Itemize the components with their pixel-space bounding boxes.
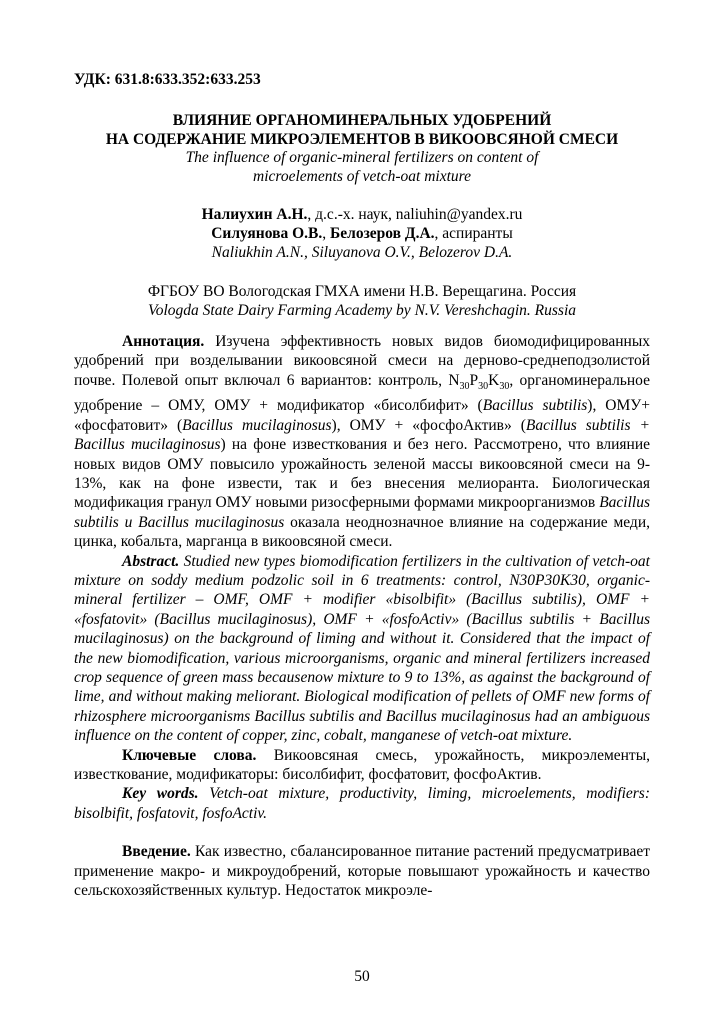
title-line-1: ВЛИЯНИЕ ОРГАНОМИНЕРАЛЬНЫХ УДОБРЕНИЙ xyxy=(172,112,552,129)
npk-p: P xyxy=(469,371,479,389)
affiliation-en: Vologda State Dairy Farming Academy by N.V. Vereshchagin. Russia xyxy=(147,302,577,319)
title-en-line-2: microelements of vetch-oat mixture xyxy=(253,168,471,185)
title-line-2: НА СОДЕРЖАНИЕ МИКРОЭЛЕМЕНТОВ В ВИКООВСЯНОЙ СМЕСИ xyxy=(105,131,619,148)
introduction-label: Введение. xyxy=(122,843,191,861)
npk-n: N xyxy=(448,371,460,389)
article-title xyxy=(74,111,650,149)
authors-block xyxy=(74,205,650,262)
abstract-text: Studied new types biomodification fertilizers in the cultivation of vetch-oat mixture on soddy medium podzolic soil in 6 treatments: control, N30P30K30, organic-mineral fertilizer – OMF, OMF + modifier «bisolbifit» (Bacillus subtilis), OMF + «fosfatovit» (Bacillus mucilaginosus), OMF + «fosfoActiv» (Bacillus subtilis + Bacillus mucilaginosus) on the background of liming and without it. Considered that the impact of the new biomodification, various microorganisms, organic and mineral fertilizers increased crop sequence of green mass becausenow mixture to 9 to 13%, as against the background of lime, and without making meliorant. Biological modification of pellets of OMF new forms of rhizosphere microorganisms Bacillus subtilis and Bacillus mucilaginosus had an ambiguous influence on the content of copper, zinc, cobalt, manganese of vetch-oat mixture. xyxy=(74,552,650,745)
authors-line-1 xyxy=(74,205,650,224)
introduction-paragraph xyxy=(74,842,650,900)
author-2-name: Силуянова О.В. xyxy=(211,225,323,242)
annotation-label: Аннотация. xyxy=(122,333,205,350)
species-name: Bacillus subtilis xyxy=(482,397,588,415)
introduction-text: Как известно, сбалансированное питание растений предусматривает применение макро- и микроудобрений, которые повышают урожайность и качество сельскохозяйственных культур. Недостаток микроэле- xyxy=(74,843,650,900)
annotation-text: ) на фоне известкования и без него. Рассмотрено, что влияние новых видов ОМУ повысило урожайность зеленой массы викоовсяной смеси на 9-13%, как на фоне извести, так и без внесения мелиоранта. Биологическая модификация гранул ОМУ новыми ризосферными формами микроорганизмов xyxy=(74,436,651,512)
keywords-text: Викоовсяная смесь, урожайность, микроэлементы, известкование, модификаторы: бисолбифит, фосфатовит, фосфоАктив. xyxy=(74,746,650,784)
species-name: Bacillus subtilis + Bacillus mucilaginosus xyxy=(74,416,650,454)
keywords-paragraph xyxy=(74,746,650,785)
npk-p-sub: 30 xyxy=(478,380,489,392)
npk-k: K xyxy=(488,371,500,389)
abstract-paragraph xyxy=(74,552,650,746)
annotation-text: ), ОМУ + «фосфоАктив» ( xyxy=(331,416,526,434)
author-1-name: Налиухин А.Н. xyxy=(201,206,308,223)
author-3-name: Белозеров Д.А. xyxy=(330,225,435,242)
species-name: Bacillus subtilis и Bacillus mucilaginosus xyxy=(74,494,650,531)
affiliation-ru: ФГБОУ ВО Вологодская ГМХА имени Н.В. Верещагина. Россия xyxy=(147,283,577,300)
annotation-text: Изучена эффективность новых видов биомодифицированных удобрений при возделывании викоовсяной смеси на дерново-среднеподзолистой почве. Полевой опыт включал 6 вариантов: контроль, xyxy=(74,333,650,389)
article-body xyxy=(74,332,650,900)
author-1-details: , д.с.-х. наук, naliuhin@yandex.ru xyxy=(307,206,523,223)
article-title-english xyxy=(74,148,650,186)
npk-k-sub: 30 xyxy=(499,380,510,392)
authors-line-2 xyxy=(74,224,650,243)
affiliation-block xyxy=(74,282,650,320)
authors-2-3-details: , аспиранты xyxy=(434,225,513,242)
keywords-label: Ключевые слова. xyxy=(122,746,257,764)
title-en-line-1: The influence of organic-mineral fertilizers on content of xyxy=(185,149,539,166)
annotation-text: оказала неоднозначное влияние на содержание меди, цинка, кобальта, марганца в викоовсяной смеси. xyxy=(74,513,650,551)
annotation-paragraph xyxy=(74,332,650,552)
species-name: Bacillus mucilaginosus xyxy=(182,416,332,434)
npk-n-sub: 30 xyxy=(459,380,470,392)
page-number: 50 xyxy=(354,968,370,985)
keywords-en-paragraph xyxy=(74,784,650,823)
keywords-en-label: Key words. xyxy=(122,785,199,803)
annotation-text: , органоминеральное удобрение – ОМУ, ОМУ + модификатор «бисолбифит» ( xyxy=(74,371,650,415)
annotation-text: ), ОМУ+ «фосфатовит» ( xyxy=(74,397,650,434)
authors-english: Naliukhin A.N., Siluyanova O.V., Belozerov D.A. xyxy=(211,244,513,261)
udk-code: УДК: 631.8:633.352:633.253 xyxy=(74,71,261,88)
abstract-label: Abstract. xyxy=(122,552,180,570)
author-separator: , xyxy=(322,225,330,242)
keywords-en-text: Vetch-oat mixture, productivity, liming, microelements, modifiers: bisolbifit, fosfatovit, fosfoActiv. xyxy=(74,785,650,822)
